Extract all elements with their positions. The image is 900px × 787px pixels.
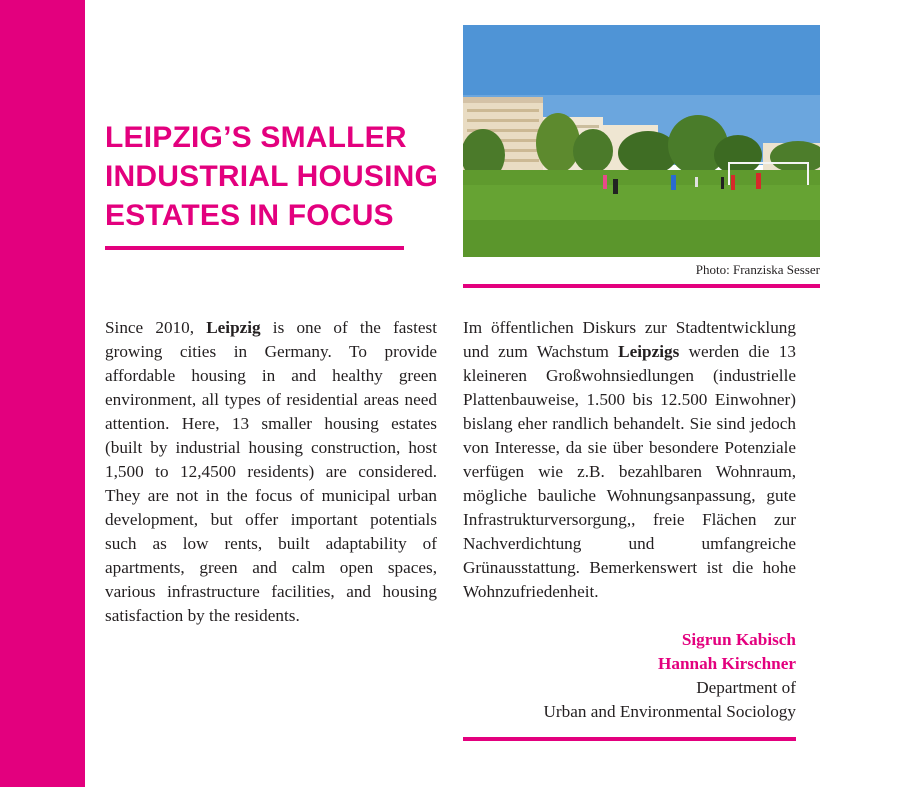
author-name: Hannah Kirschner <box>658 654 796 673</box>
german-highlight: Leipzigs <box>618 342 680 361</box>
article-title: LEIPZIG’S SMALLER INDUSTRIAL HOUSING ESTATES IN FOCUS <box>105 121 439 232</box>
article-photo <box>463 25 820 257</box>
closing-rule <box>463 737 796 741</box>
author-name: Sigrun Kabisch <box>681 630 796 649</box>
caption-underline <box>463 284 820 288</box>
title-underline <box>105 246 404 250</box>
department-line: Urban and Environmental Sociology <box>543 702 796 721</box>
english-paragraph <box>105 316 437 628</box>
english-text-start: Since 2010, <box>105 318 207 337</box>
german-paragraph <box>463 316 796 604</box>
author-block <box>543 628 796 724</box>
department-line: Department of <box>696 678 796 697</box>
english-text-rest: is one of the fastest growing cities in Germany. To provide affordable housing in and healthy green environment, all types of residential areas need attention. Here, 13 smaller housing estates (built by industrial housing construction, host 1,500 to 12,4500 residents) are considered. They are not in the focus of municipal urban development, but offer important potentials such as low rents, built adaptability of apartments, green and calm open spaces, various infrastructure facilities, and housing satisfaction by the residents. <box>105 318 437 625</box>
german-text-start: Im öffentlichen Diskurs zur Stadtentwicklung und zum Wachstum <box>463 318 796 361</box>
english-highlight: Leipzig <box>206 318 261 337</box>
photo-caption: Photo: Franziska Sesser <box>695 262 820 277</box>
side-accent-bar <box>0 0 85 787</box>
german-text-rest: werden die 13 kleineren Großwohnsiedlungen (industrielle Plattenbauweise, 1.500 bis 12.500 Einwohner) bislang eher randlich behandelt. Sie sind jedoch von Interesse, da sie über besondere Potenziale verfügen wie z.B. bezahlbaren Wohnraum, mögliche bauliche Wohnungsanpassung, gute Infrastrukturversorgung,, freie Flächen zur Nachverdichtung und umfangreiche Grünausstattung. Bemerkenswert ist die hohe Wohnzufriedenheit. <box>463 342 796 601</box>
